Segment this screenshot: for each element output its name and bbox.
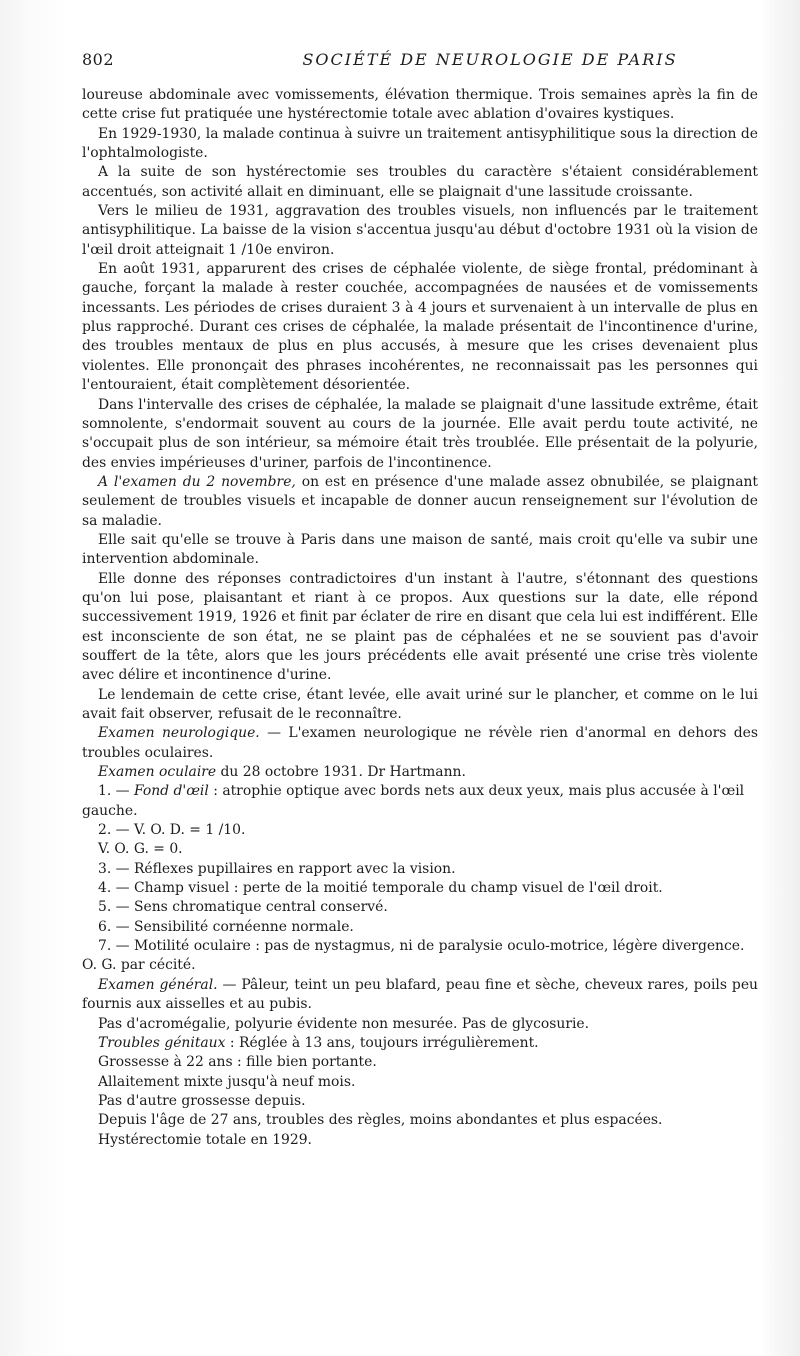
italic-lead: Examen neurologique. — [98, 725, 260, 742]
paragraph — [82, 396, 758, 473]
paragraph-text: Vers le milieu de 1931, aggravation des troubles visuels, non influencés par le traitement antisyphilitique. La baisse de la vision s'accentua jusqu'au début d'octobre 1931 où la vision de l'œil droit atteignait 1 /10e environ. — [82, 203, 758, 258]
paragraph-text: 2. — V. O. D. = 1 /10. — [98, 822, 246, 839]
italic-lead: Examen oculaire — [98, 764, 217, 781]
item-number: 1. — — [98, 783, 134, 800]
list-item — [82, 860, 758, 879]
list-item — [82, 840, 758, 859]
paragraph — [82, 1034, 758, 1053]
paragraph-text: Depuis l'âge de 27 ans, troubles des règles, moins abondantes et plus espacées. — [98, 1112, 663, 1129]
paragraph — [82, 1131, 758, 1150]
paragraph-text: Pas d'acromégalie, polyurie évidente non mesurée. Pas de glycosurie. — [98, 1015, 590, 1032]
paragraph — [82, 763, 758, 782]
paragraph — [82, 125, 758, 164]
paragraph — [82, 724, 758, 763]
paragraph-text: on est en présence d'une malade assez obnubilée, se plaignant seulement de troubles visuels et incapable de donner aucun renseignement sur l'évolution de sa maladie. — [82, 473, 758, 529]
list-item — [82, 879, 758, 898]
paragraph-text: Elle donne des réponses contradictoires d'un instant à l'autre, s'étonnant des questions qu'on lui pose, plaisantant et riant à ce propos. Aux questions sur la date, elle répond successivement 1919, 1926 et finit par éclater de rire en disant que cela lui est indifférent. Elle est inconsciente de son état, ne se plaint pas de céphalées et ne se souvient pas d'avoir souffert de la tête, alors que les jours précédents elle avait présenté une crise très violente avec délire et incontinence d'urine. — [82, 570, 758, 684]
paragraph-text: V. O. G. = 0. — [98, 841, 183, 858]
paragraph — [82, 1092, 758, 1111]
list-item — [82, 821, 758, 840]
paragraph-text: loureuse abdominale avec vomissements, élévation thermique. Trois semaines après la fin de cette crise fut pratiquée une hystérectomie totale avec ablation d'ovaires kystiques. — [82, 87, 758, 123]
body-text — [82, 86, 758, 1150]
paragraph-text: 6. — Sensibilité cornéenne normale. — [98, 918, 354, 935]
paragraph — [82, 531, 758, 570]
paragraph-text: A la suite de son hystérectomie ses troubles du caractère s'étaient considérablement accentués, son activité allait en diminuant, elle se plaignait d'une lassitude croissante. — [82, 164, 758, 200]
paragraph — [82, 473, 758, 531]
paragraph — [82, 260, 758, 395]
paragraph — [82, 86, 758, 125]
paragraph-text: Dans l'intervalle des crises de céphalée, la malade se plaignait d'une lassitude extrême, était somnolente, s'endormait souvent au cours de la journée. Elle avait perdu toute activité, ne s'occupait plus de son intérieur, sa mémoire était très troublée. Elle présentait de la polyurie, des envies impérieuses d'uriner, parfois de l'incontinence. — [82, 396, 758, 471]
italic-lead: Examen général. — [98, 976, 218, 993]
paragraph-text: — Pâleur, teint un peu blafard, peau fine et sèche, cheveux rares, poils peu fournis aux aisselles et au pubis. — [82, 976, 758, 1013]
list-item — [82, 898, 758, 917]
paragraph — [82, 570, 758, 686]
paragraph-text: 4. — Champ visuel : perte de la moitié temporale du champ visuel de l'œil droit. — [98, 880, 663, 897]
italic-lead: Troubles génitaux — [98, 1034, 226, 1051]
italic-lead: A l'examen du 2 novembre, — [98, 473, 296, 490]
paragraph — [82, 1053, 758, 1072]
paragraph-text: 5. — Sens chromatique central conservé. — [98, 899, 388, 916]
paragraph-text: du 28 octobre 1931. Dr Hartmann. — [216, 764, 466, 781]
paragraph — [82, 202, 758, 260]
paragraph-text: Pas d'autre grossesse depuis. — [98, 1092, 306, 1109]
page-number: 802 — [82, 50, 115, 69]
journal-title: SOCIÉTÉ DE NEUROLOGIE DE PARIS — [302, 50, 678, 69]
paragraph-text: : atrophie optique avec bords nets aux deux yeux, mais plus accusée à l'œil gauche. — [82, 783, 745, 819]
paragraph — [82, 976, 758, 1015]
paragraph — [82, 1015, 758, 1034]
paragraph — [82, 163, 758, 202]
paragraph-text: En août 1931, apparurent des crises de céphalée violente, de siège frontal, prédominant à gauche, forçant la malade à rester couchée, accompagnées de nausées et de vomissements incessants. Les périodes de crises duraient 3 à 4 jours et survenaient à un intervalle de plus en plus rapproché. Durant ces crises de céphalée, la malade présentait de l'incontinence d'urine, des troubles mentaux de plus en plus accusés, à mesure que les crises devenaient plus violentes. Elle prononçait des phrases incohérentes, ne reconnaissait pas les personnes qui l'entouraient, était complètement désorientée. — [82, 261, 758, 394]
italic-lead: Fond d'œil — [133, 783, 209, 800]
paragraph-text: — L'examen neurologique ne révèle rien d'anormal en dehors des troubles oculaires. — [82, 725, 758, 761]
list-item — [82, 937, 758, 976]
paragraph-text: Elle sait qu'elle se trouve à Paris dans une maison de santé, mais croit qu'elle va subir une intervention abdominale. — [82, 531, 758, 568]
paragraph-text: : Réglée à 13 ans, toujours irrégulièrement. — [225, 1034, 539, 1051]
paragraph-text: 7. — Motilité oculaire : pas de nystagmus, ni de paralysie oculo-motrice, légère divergence. O. G. par cécité. — [82, 938, 745, 974]
paragraph — [82, 1111, 758, 1130]
list-item — [82, 782, 758, 821]
paragraph-text: 3. — Réflexes pupillaires en rapport avec la vision. — [98, 860, 456, 877]
paragraph — [82, 686, 758, 725]
paragraph-text: Hystérectomie totale en 1929. — [98, 1131, 312, 1148]
running-head — [82, 50, 758, 74]
paragraph-text: Le lendemain de cette crise, étant levée, elle avait uriné sur le plancher, et comme on le lui avait fait observer, refusait de le reconnaître. — [82, 686, 758, 722]
paragraph-text: En 1929-1930, la malade continua à suivre un traitement antisyphilitique sous la direction de l'ophtalmologiste. — [82, 125, 758, 162]
paragraph-text: Allaitement mixte jusqu'à neuf mois. — [98, 1073, 356, 1090]
paragraph-text: Grossesse à 22 ans : fille bien portante. — [98, 1054, 377, 1071]
paragraph — [82, 1073, 758, 1092]
list-item — [82, 918, 758, 937]
